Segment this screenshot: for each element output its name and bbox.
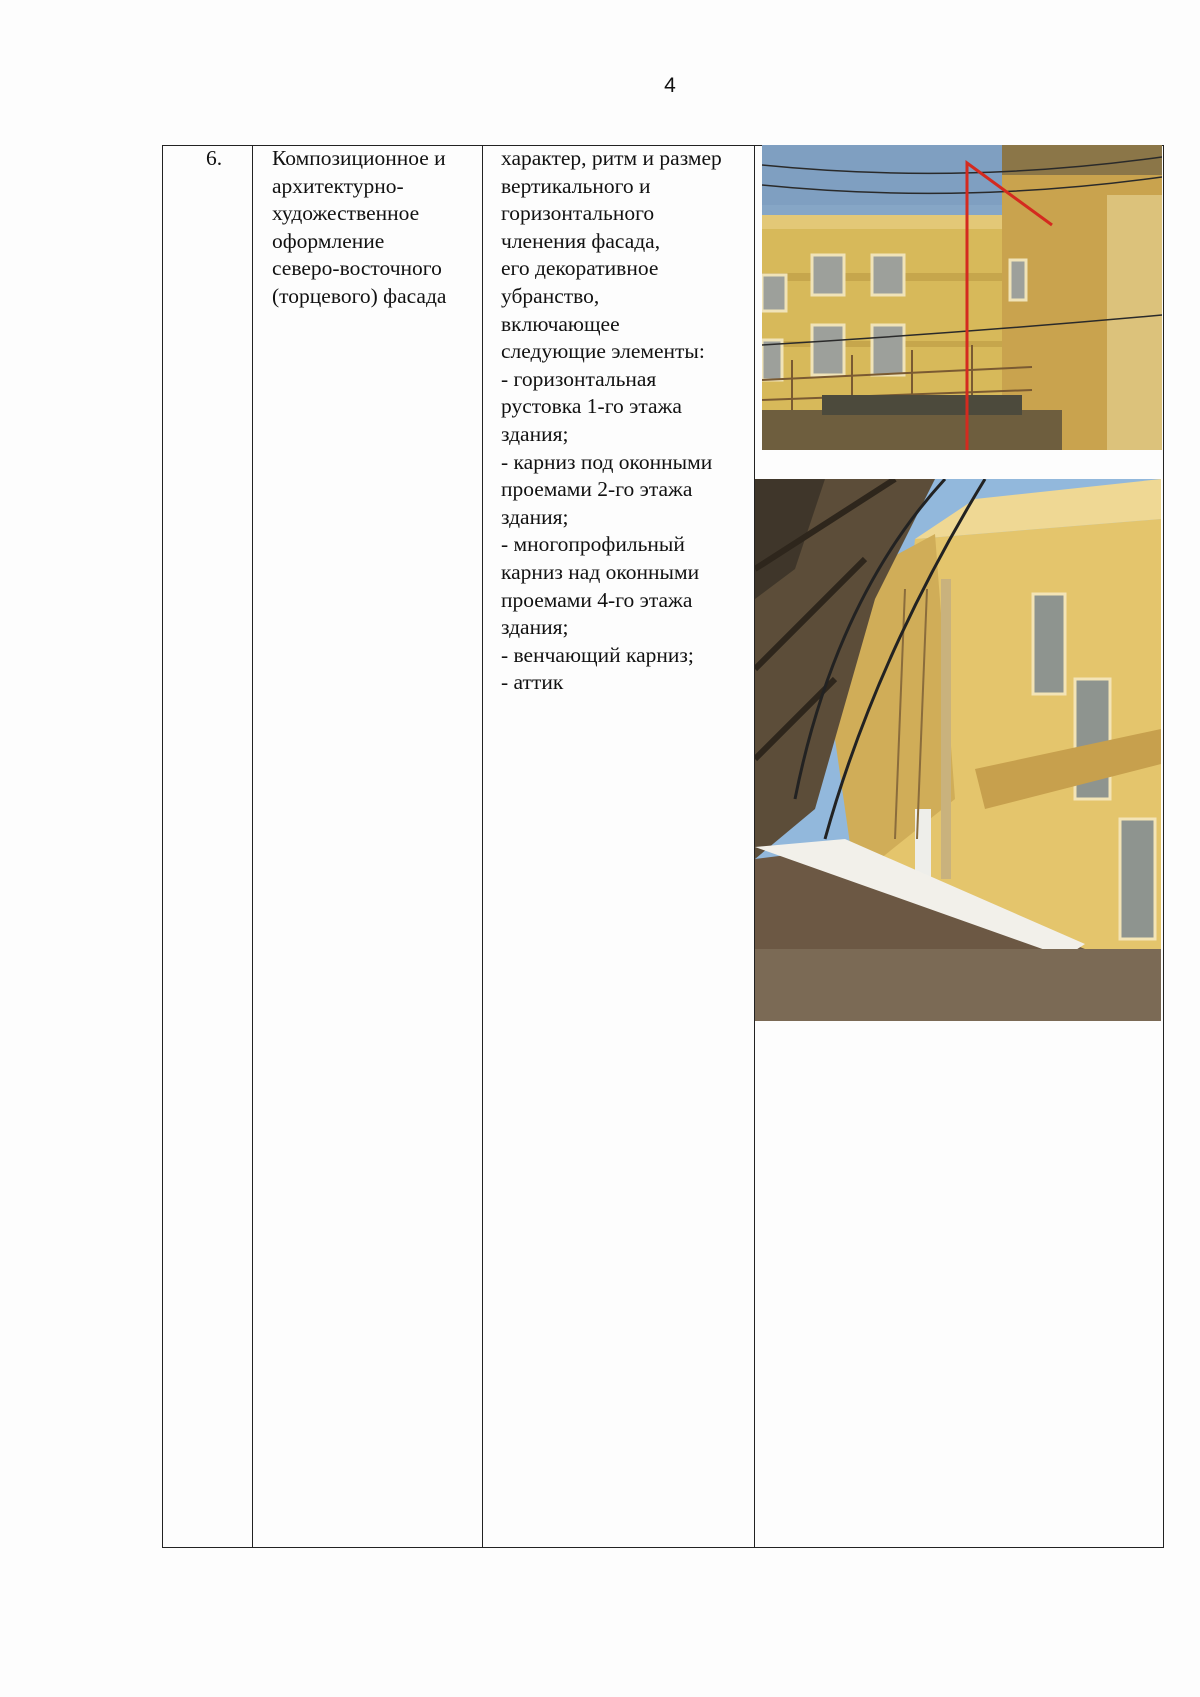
object-line: (торцевого) фасада	[272, 283, 447, 308]
protected-elements-description	[501, 145, 722, 697]
facade-photo-1	[762, 145, 1162, 450]
description-line: рустовка 1-го этажа	[501, 394, 682, 419]
table-bottom-border	[162, 1547, 1164, 1548]
description-line: горизонтального	[501, 201, 655, 226]
facade-photo-2	[755, 479, 1161, 1021]
description-line: вертикального и	[501, 173, 651, 198]
description-line: его декоративное	[501, 256, 659, 281]
table-right-border	[1163, 145, 1164, 1548]
description-line: проемами 4-го этажа	[501, 587, 693, 612]
description-line: здания;	[501, 504, 569, 529]
description-line: - карниз под оконными	[501, 449, 713, 474]
row-number: 6.	[206, 146, 223, 170]
description-line: - аттик	[501, 670, 564, 695]
object-line: художественное	[272, 201, 420, 226]
object-line: оформление	[272, 228, 385, 253]
description-line: следующие элементы:	[501, 339, 705, 364]
description-line: - многопрофильный	[501, 532, 685, 557]
column-divider-2	[482, 145, 483, 1548]
description-line: членения фасада,	[501, 228, 661, 253]
description-line: карниз над оконными	[501, 559, 700, 584]
description-line: здания;	[501, 421, 569, 446]
description-line: проемами 2-го этажа	[501, 477, 693, 502]
protected-object-name	[272, 145, 446, 311]
description-line: здания;	[501, 615, 569, 640]
page-number: 4	[664, 74, 676, 97]
heritage-elements-table	[162, 145, 1164, 1548]
table-left-border	[162, 145, 163, 1548]
description-line: характер, ритм и размер	[501, 146, 722, 170]
description-line: - горизонтальная	[501, 366, 657, 391]
description-line: включающее	[501, 311, 620, 336]
object-line: северо-восточного	[272, 256, 442, 281]
object-line: Композиционное и	[272, 146, 446, 170]
column-divider-1	[252, 145, 253, 1548]
object-line: архитектурно-	[272, 173, 404, 198]
description-line: убранство,	[501, 283, 600, 308]
description-line: - венчающий карниз;	[501, 642, 694, 667]
